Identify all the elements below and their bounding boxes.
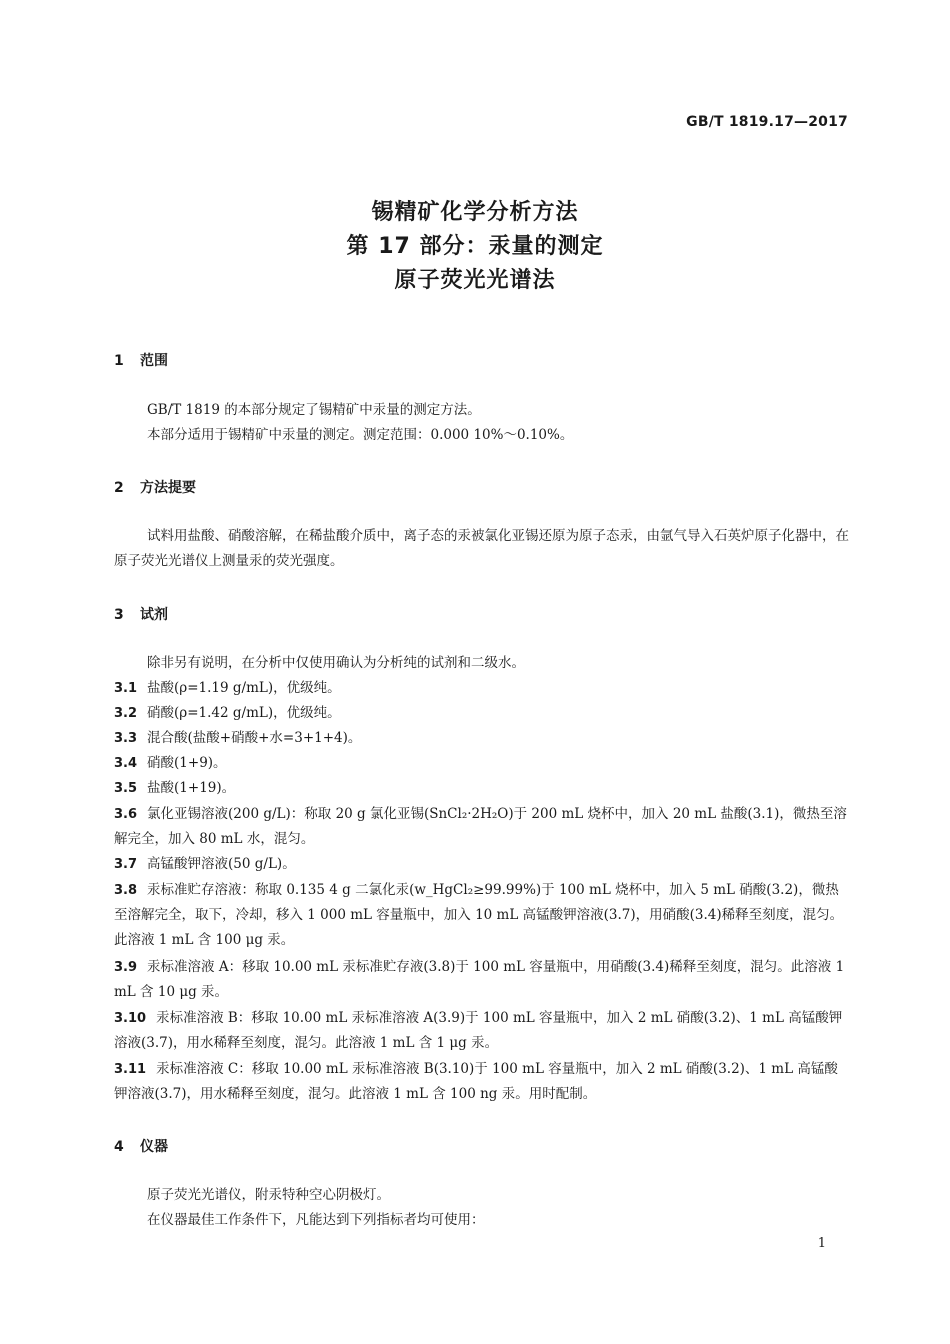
item-text: 高锰酸钾溶液(50 g/L)。 — [147, 856, 296, 872]
item-text: 盐酸(ρ=1.19 g/mL)，优级纯。 — [147, 680, 341, 696]
document-title — [0, 196, 950, 298]
title-line-2: 第 17 部分：汞量的测定 — [346, 234, 604, 259]
reagent-item — [114, 726, 850, 751]
reagent-item — [114, 1057, 850, 1107]
section-1-heading — [114, 350, 168, 370]
reagent-item — [114, 802, 850, 852]
section-3-intro: 除非另有说明，在分析中仅使用确认为分析纯的试剂和二级水。 — [147, 655, 525, 671]
section-title: 范围 — [140, 353, 168, 369]
item-number: 3.10 — [114, 1011, 147, 1026]
item-number: 3.9 — [114, 960, 138, 975]
section-4-paragraph-2: 在仪器最佳工作条件下，凡能达到下列指标者均可使用： — [147, 1212, 485, 1228]
section-4-heading — [114, 1136, 168, 1156]
reagent-item — [114, 676, 850, 701]
section-3-heading — [114, 604, 168, 624]
reagent-item — [114, 878, 850, 953]
item-text: 汞标准溶液 B：移取 10.00 mL 汞标准溶液 A(3.9)于 100 mL 容量瓶中，加入 2 mL 硝酸(3.2)、1 mL 高锰酸钾溶液(3.7)，用水稀释至刻度，混匀。此溶液 1 mL 含 1 μg 汞。 — [114, 1010, 843, 1051]
item-text: 混合酸(盐酸+硝酸+水=3+1+4)。 — [147, 730, 362, 746]
reagent-item — [114, 751, 850, 776]
item-number: 3.7 — [114, 857, 138, 872]
section-title: 仪器 — [140, 1139, 168, 1155]
section-1-paragraph-2: 本部分适用于锡精矿中汞量的测定。测定范围：0.000 10%～0.10%。 — [147, 427, 574, 443]
reagent-item — [114, 1006, 850, 1056]
section-title: 试剂 — [140, 607, 168, 623]
item-text: 硝酸(1+9)。 — [147, 755, 227, 771]
item-number: 3.4 — [114, 756, 138, 771]
title-line-1: 锡精矿化学分析方法 — [371, 200, 579, 225]
item-text: 汞标准溶液 C：移取 10.00 mL 汞标准溶液 B(3.10)于 100 mL 容量瓶中，加入 2 mL 硝酸(3.2)、1 mL 高锰酸钾溶液(3.7)，用水稀释至刻度，混匀。此溶液 1 mL 含 100 ng 汞。用时配制。 — [114, 1061, 838, 1102]
section-4-paragraph-1: 原子荧光光谱仪，附汞特种空心阴极灯。 — [147, 1187, 390, 1203]
section-2-paragraph-1: 试料用盐酸、硝酸溶解，在稀盐酸介质中，离子态的汞被氯化亚锡还原为原子态汞，由氩气导入石英炉原子化器中，在原子荧光光谱仪上测量汞的荧光强度。 — [114, 528, 849, 569]
item-text: 汞标准贮存溶液：称取 0.135 4 g 二氯化汞(w_HgCl₂≥99.99%)于 100 mL 烧杯中，加入 5 mL 硝酸(3.2)，微热至溶解完全，取下，冷却，移入 1 000 mL 容量瓶中，加入 10 mL 高锰酸钾溶液(3.7)，用硝酸(3.4)稀释至刻度，混匀。此溶液 1 mL 含 100 μg 汞。 — [114, 882, 844, 948]
section-number: 2 — [114, 480, 124, 496]
section-number: 1 — [114, 353, 124, 369]
reagent-item — [114, 955, 850, 1005]
item-text: 氯化亚锡溶液(200 g/L)：称取 20 g 氯化亚锡(SnCl₂·2H₂O)于 200 mL 烧杯中，加入 20 mL 盐酸(3.1)，微热至溶解完全，加入 80 mL 水，混匀。 — [114, 806, 847, 847]
reagent-item — [114, 776, 850, 801]
reagent-item — [114, 701, 850, 726]
item-number: 3.11 — [114, 1062, 147, 1077]
section-1-paragraph-1: GB/T 1819 的本部分规定了锡精矿中汞量的测定方法。 — [147, 402, 481, 418]
title-line-3: 原子荧光光谱法 — [394, 268, 556, 293]
section-2-heading — [114, 477, 196, 497]
item-number: 3.6 — [114, 807, 138, 822]
item-text: 硝酸(ρ=1.42 g/mL)，优级纯。 — [147, 705, 341, 721]
item-number: 3.3 — [114, 731, 138, 746]
standard-code: GB/T 1819.17—2017 — [686, 114, 848, 130]
section-number: 4 — [114, 1139, 124, 1155]
page-number: 1 — [817, 1236, 826, 1251]
section-number: 3 — [114, 607, 124, 623]
section-title: 方法提要 — [140, 480, 196, 496]
item-text: 汞标准溶液 A：移取 10.00 mL 汞标准贮存液(3.8)于 100 mL 容量瓶中，用硝酸(3.4)稀释至刻度，混匀。此溶液 1 mL 含 10 μg 汞。 — [114, 959, 845, 1000]
item-text: 盐酸(1+19)。 — [147, 780, 236, 796]
item-number: 3.5 — [114, 781, 138, 796]
item-number: 3.1 — [114, 681, 138, 696]
item-number: 3.8 — [114, 883, 138, 898]
reagent-item — [114, 852, 850, 877]
item-number: 3.2 — [114, 706, 138, 721]
